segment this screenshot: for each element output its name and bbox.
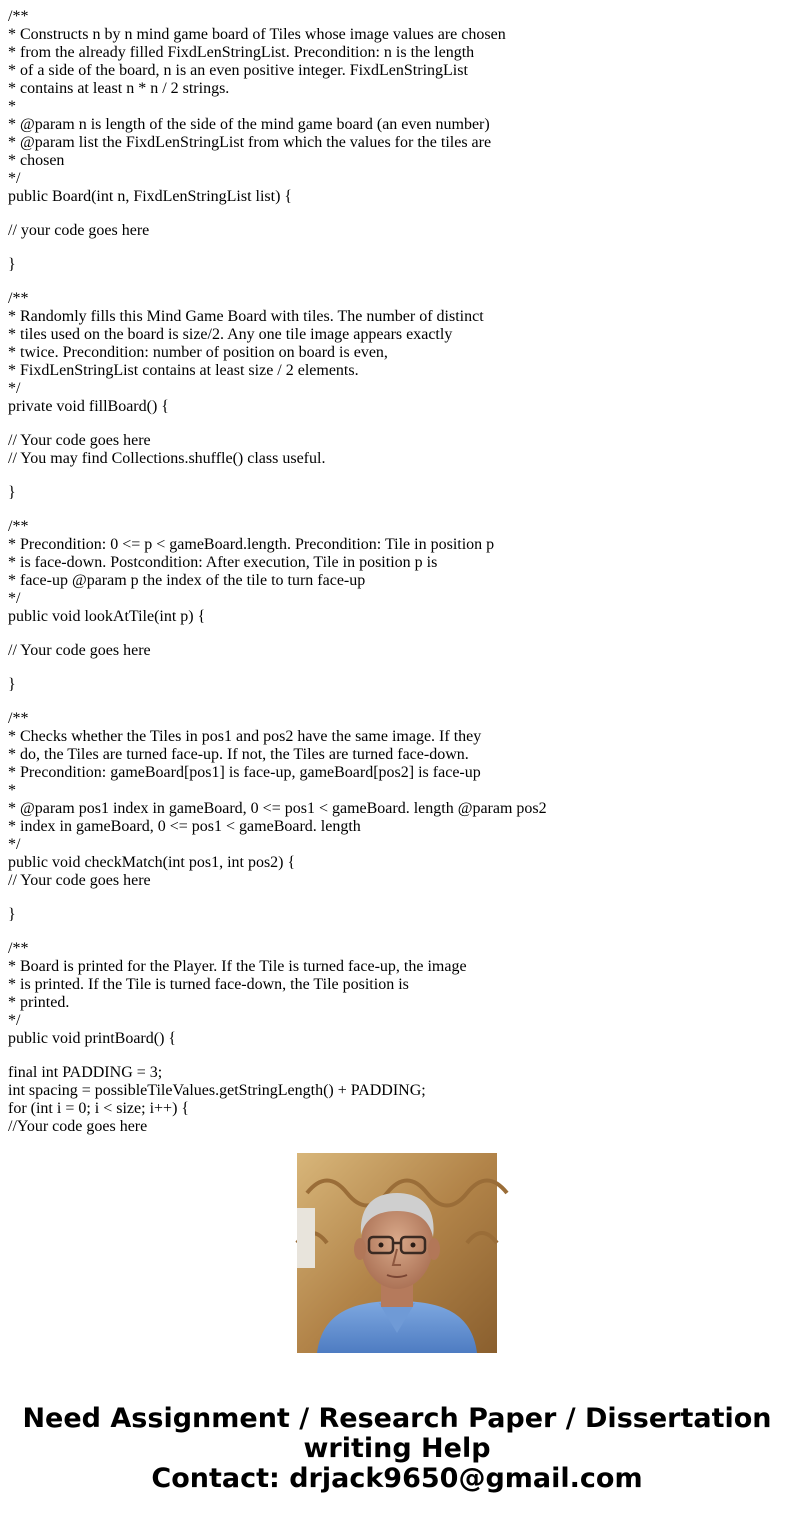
block-gap	[8, 660, 788, 676]
code-line: * contains at least n * n / 2 strings.	[8, 80, 230, 97]
code-line: */	[8, 836, 21, 853]
block-gap	[8, 1048, 788, 1064]
code-line: //Your code goes here	[8, 1118, 148, 1135]
code-line: *	[8, 98, 16, 115]
banner-line-2: writing Help	[303, 1433, 491, 1464]
code-listing	[8, 8, 788, 1135]
code-line: /**	[8, 8, 29, 25]
code-line: /**	[8, 710, 29, 727]
code-line: * twice. Precondition: number of position on board is even,	[8, 344, 388, 361]
banner-line-1: Need Assignment / Research Paper / Dissertation	[22, 1403, 772, 1434]
code-line: * Randomly fills this Mind Game Board with tiles. The number of distinct	[8, 308, 484, 325]
code-line: * @param pos1 index in gameBoard, 0 <= pos1 < gameBoard. length @param pos2	[8, 800, 547, 817]
code-line: // Your code goes here	[8, 642, 151, 659]
block-gap	[8, 274, 788, 290]
block-gap	[8, 694, 788, 710]
code-line: /**	[8, 518, 29, 535]
code-line: * of a side of the board, n is an even positive integer. FixdLenStringList	[8, 62, 468, 79]
code-line: * from the already filled FixdLenStringList. Precondition: n is the length	[8, 44, 475, 61]
code-line: * Checks whether the Tiles in pos1 and pos2 have the same image. If they	[8, 728, 482, 745]
code-line: }	[8, 256, 16, 273]
code-line: */	[8, 170, 21, 187]
avatar	[297, 1153, 497, 1353]
code-line: * Precondition: 0 <= p < gameBoard.length. Precondition: Tile in position p	[8, 536, 495, 553]
code-line: * tiles used on the board is size/2. Any one tile image appears exactly	[8, 326, 453, 343]
code-line: * chosen	[8, 152, 65, 169]
code-line: for (int i = 0; i < size; i++) {	[8, 1100, 190, 1117]
code-line: final int PADDING = 3;	[8, 1064, 163, 1081]
block-gap	[8, 240, 788, 256]
code-line: */	[8, 590, 21, 607]
code-line: // your code goes here	[8, 222, 150, 239]
code-line: // You may find Collections.shuffle() class useful.	[8, 450, 326, 467]
code-line: private void fillBoard() {	[8, 398, 169, 415]
code-line: }	[8, 484, 16, 501]
person-photo-icon	[297, 1153, 497, 1353]
code-line: *	[8, 782, 16, 799]
block-gap	[8, 502, 788, 518]
code-line: * Constructs n by n mind game board of Tiles whose image values are chosen	[8, 26, 506, 43]
block-gap	[8, 890, 788, 906]
code-line: public void lookAtTile(int p) {	[8, 608, 206, 625]
code-line: * @param n is length of the side of the mind game board (an even number)	[8, 116, 490, 133]
code-line: public Board(int n, FixdLenStringList list) {	[8, 188, 293, 205]
code-line: * index in gameBoard, 0 <= pos1 < gameBoard. length	[8, 818, 361, 835]
code-line: // Your code goes here	[8, 432, 151, 449]
contact-banner	[0, 1404, 794, 1494]
banner-line-3: Contact: drjack9650@gmail.com	[151, 1463, 643, 1494]
code-line: /**	[8, 290, 29, 307]
block-gap	[8, 206, 788, 222]
code-line: public void checkMatch(int pos1, int pos2) {	[8, 854, 296, 871]
code-line: public void printBoard() {	[8, 1030, 177, 1047]
code-line: * printed.	[8, 994, 70, 1011]
code-line: * FixdLenStringList contains at least size / 2 elements.	[8, 362, 359, 379]
block-gap	[8, 924, 788, 940]
code-line: * do, the Tiles are turned face-up. If not, the Tiles are turned face-down.	[8, 746, 469, 763]
code-line: * @param list the FixdLenStringList from which the values for the tiles are	[8, 134, 492, 151]
block-gap	[8, 626, 788, 642]
block-gap	[8, 468, 788, 484]
code-line: /**	[8, 940, 29, 957]
code-line: */	[8, 1012, 21, 1029]
code-line: int spacing = possibleTileValues.getStringLength() + PADDING;	[8, 1082, 426, 1099]
code-line: * is printed. If the Tile is turned face-down, the Tile position is	[8, 976, 409, 993]
code-line: }	[8, 906, 16, 923]
code-line: */	[8, 380, 21, 397]
code-line: * Board is printed for the Player. If the Tile is turned face-up, the image	[8, 958, 467, 975]
code-line: // Your code goes here	[8, 872, 151, 889]
code-line: * Precondition: gameBoard[pos1] is face-up, gameBoard[pos2] is face-up	[8, 764, 481, 781]
code-line: * face-up @param p the index of the tile to turn face-up	[8, 572, 366, 589]
code-line: * is face-down. Postcondition: After execution, Tile in position p is	[8, 554, 438, 571]
block-gap	[8, 416, 788, 432]
code-line: }	[8, 676, 16, 693]
